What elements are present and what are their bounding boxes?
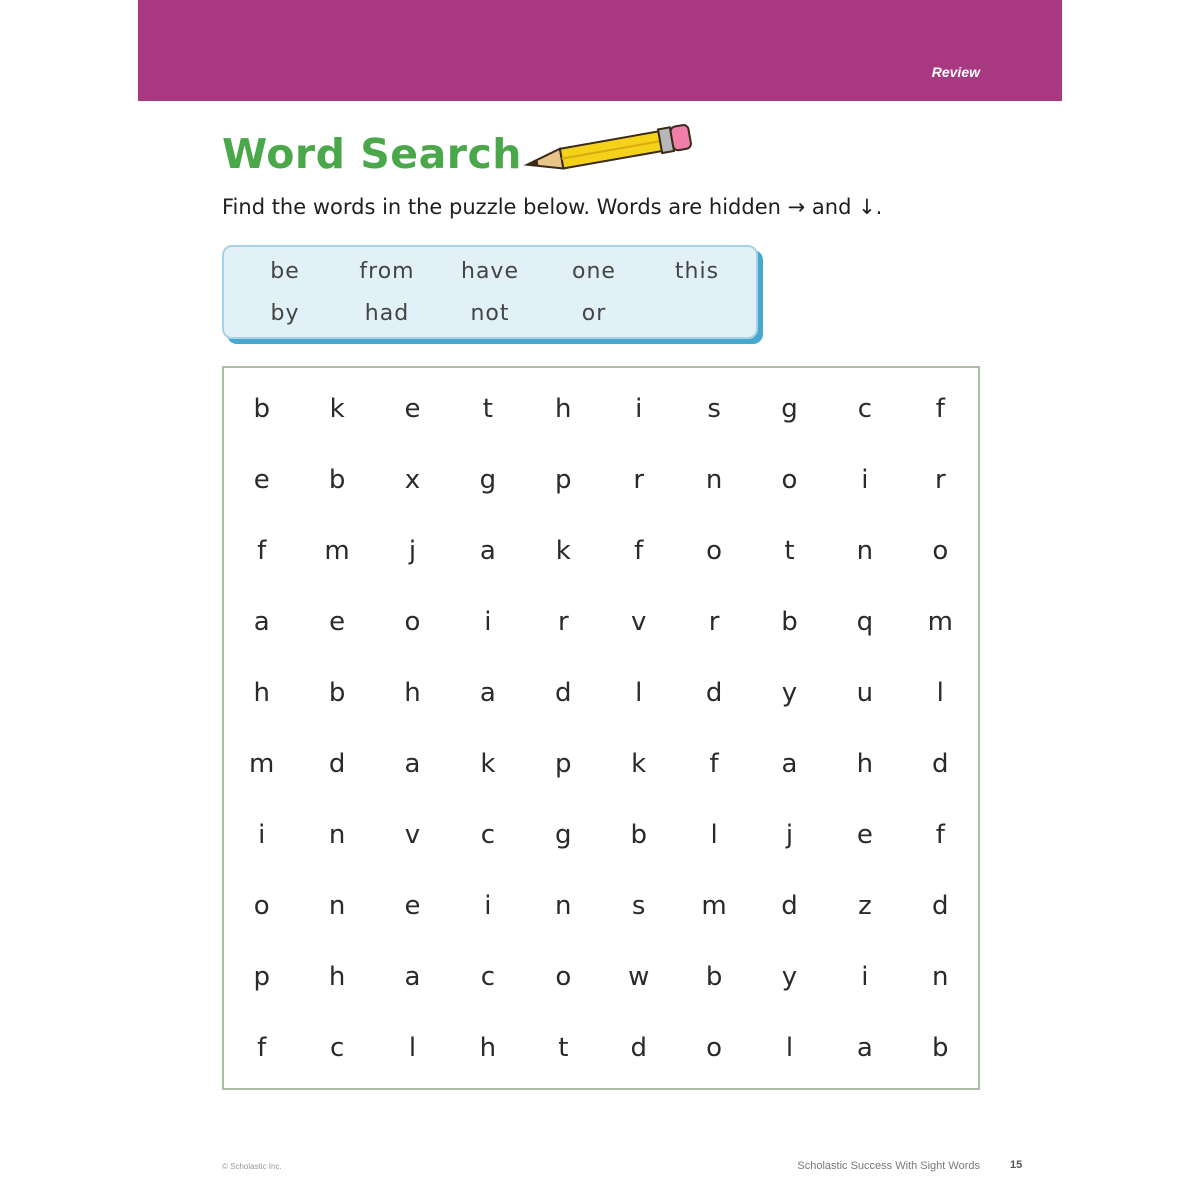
word-bank-word: this — [674, 259, 720, 284]
grid-letter[interactable]: t — [558, 1032, 569, 1063]
grid-letter[interactable]: h — [856, 748, 874, 779]
grid-letter[interactable]: m — [927, 606, 953, 637]
word-bank-word: not — [470, 301, 510, 326]
grid-letter[interactable]: a — [781, 748, 798, 779]
grid-letter[interactable]: a — [479, 677, 496, 708]
grid-letter[interactable]: b — [630, 819, 647, 850]
grid-letter[interactable]: c — [480, 961, 496, 992]
grid-letter[interactable]: n — [856, 535, 874, 566]
grid-letter[interactable]: c — [480, 819, 496, 850]
grid-letter[interactable]: n — [705, 464, 723, 495]
grid-letter[interactable]: k — [480, 748, 496, 779]
grid-letter[interactable]: a — [253, 606, 270, 637]
grid-letter[interactable]: y — [781, 961, 798, 992]
grid-letter[interactable]: l — [710, 819, 718, 850]
grid-letter[interactable]: d — [705, 677, 723, 708]
grid-letter[interactable]: r — [557, 606, 569, 637]
grid-letter[interactable]: f — [935, 819, 945, 850]
grid-letter[interactable]: o — [781, 464, 798, 495]
grid-letter[interactable]: d — [932, 748, 949, 779]
grid-letter[interactable]: f — [709, 748, 719, 779]
word-bank — [222, 245, 758, 339]
grid-letter[interactable]: f — [257, 535, 267, 566]
grid-letter[interactable]: h — [404, 677, 421, 708]
grid-letter[interactable]: a — [404, 961, 421, 992]
grid-letter[interactable]: b — [253, 393, 270, 424]
grid-letter[interactable]: b — [328, 464, 346, 495]
grid-letter[interactable]: t — [784, 535, 795, 566]
grid-letter[interactable]: s — [631, 890, 646, 921]
copyright: © Scholastic Inc. — [222, 1162, 282, 1171]
grid-letter[interactable]: h — [555, 393, 572, 424]
grid-letter[interactable]: p — [555, 464, 572, 495]
grid-letter[interactable]: j — [785, 819, 794, 850]
grid-letter[interactable]: d — [630, 1032, 647, 1063]
grid-letter[interactable]: k — [631, 748, 647, 779]
word-bank-word: had — [364, 301, 410, 326]
grid-letter[interactable]: o — [555, 961, 572, 992]
page-title: Word Search — [222, 130, 522, 178]
grid-letter[interactable]: b — [932, 1032, 949, 1063]
grid-letter[interactable]: v — [631, 606, 647, 637]
grid-letter[interactable]: i — [861, 961, 869, 992]
word-bank-word: one — [572, 259, 616, 284]
grid-letter[interactable]: i — [258, 819, 266, 850]
section-label: Review — [931, 64, 980, 80]
grid-letter[interactable]: q — [856, 606, 874, 637]
grid-letter[interactable]: a — [856, 1032, 873, 1063]
word-bank-word: be — [270, 259, 300, 284]
grid-letter[interactable]: h — [479, 1032, 497, 1063]
grid-letter[interactable]: f — [634, 535, 644, 566]
grid-letter[interactable]: o — [404, 606, 421, 637]
grid-letter[interactable]: d — [932, 890, 949, 921]
grid-letter[interactable]: b — [781, 606, 798, 637]
grid-letter[interactable]: o — [253, 890, 270, 921]
grid-letter[interactable]: a — [479, 535, 496, 566]
grid-letter[interactable]: v — [404, 819, 421, 850]
grid-letter[interactable]: g — [555, 819, 572, 850]
grid-letter[interactable]: r — [708, 606, 720, 637]
grid-letter[interactable]: z — [858, 890, 872, 921]
instructions: Find the words in the puzzle below. Words are hidden → and ↓. — [222, 195, 883, 219]
grid-letter[interactable]: o — [932, 535, 949, 566]
grid-letter[interactable]: h — [328, 961, 346, 992]
grid-letter[interactable]: i — [484, 606, 492, 637]
grid-letter[interactable]: i — [635, 393, 643, 424]
grid-letter[interactable]: f — [935, 393, 945, 424]
word-bank-word: or — [581, 301, 607, 326]
grid-letter[interactable]: n — [555, 890, 572, 921]
page-number: 15 — [1010, 1159, 1023, 1171]
grid-letter[interactable]: c — [329, 1032, 345, 1063]
grid-letter[interactable]: l — [635, 677, 643, 708]
grid-letter[interactable]: c — [857, 393, 873, 424]
grid-letter[interactable]: d — [555, 677, 572, 708]
grid-letter[interactable]: a — [404, 748, 421, 779]
grid-letter[interactable]: s — [707, 393, 721, 424]
grid-letter[interactable]: e — [404, 890, 421, 921]
grid-letter[interactable]: m — [324, 535, 350, 566]
grid-letter[interactable]: t — [482, 393, 493, 424]
grid-letter[interactable]: y — [781, 677, 798, 708]
grid-letter[interactable]: x — [404, 464, 421, 495]
grid-letter[interactable]: e — [856, 819, 873, 850]
grid-letter[interactable]: p — [555, 748, 572, 779]
grid-letter[interactable]: e — [253, 464, 270, 495]
grid-letter[interactable]: g — [479, 464, 497, 495]
grid-letter[interactable]: p — [253, 961, 270, 992]
grid-letter[interactable]: b — [705, 961, 723, 992]
grid-letter[interactable]: n — [328, 819, 346, 850]
grid-letter[interactable]: o — [706, 535, 723, 566]
grid-letter[interactable]: m — [701, 890, 727, 921]
grid-letter[interactable]: j — [408, 535, 417, 566]
grid-letter[interactable]: n — [932, 961, 949, 992]
grid-letter[interactable]: r — [633, 464, 645, 495]
grid-letter[interactable]: d — [328, 748, 346, 779]
grid-letter[interactable]: d — [781, 890, 798, 921]
grid-letter[interactable]: m — [249, 748, 275, 779]
grid-letter[interactable]: k — [329, 393, 345, 424]
grid-letter[interactable]: u — [856, 677, 874, 708]
header-band — [138, 0, 1062, 101]
book-title: Scholastic Success With Sight Words — [797, 1160, 980, 1172]
grid-letter[interactable]: b — [328, 677, 346, 708]
grid-letter[interactable]: o — [706, 1032, 723, 1063]
grid-letter[interactable]: l — [408, 1032, 417, 1063]
grid-letter[interactable]: i — [861, 464, 869, 495]
grid-letter[interactable]: n — [328, 890, 346, 921]
grid-letter[interactable]: w — [628, 961, 650, 992]
word-bank-word: by — [270, 301, 300, 326]
pencil-icon — [520, 120, 700, 170]
grid-letter[interactable]: h — [253, 677, 270, 708]
grid-letter[interactable]: g — [781, 393, 798, 424]
grid-letter[interactable]: l — [785, 1032, 794, 1063]
grid-letter[interactable]: e — [404, 393, 421, 424]
grid-letter[interactable]: l — [936, 677, 944, 708]
grid-letter[interactable]: r — [934, 464, 946, 495]
word-bank-word: have — [461, 259, 519, 284]
grid-letter[interactable]: f — [257, 1032, 267, 1063]
word-bank-word: from — [359, 259, 415, 284]
grid-letter[interactable]: k — [555, 535, 571, 566]
word-search-grid — [222, 366, 980, 1090]
grid-letter[interactable]: e — [329, 606, 346, 637]
grid-letter[interactable]: i — [484, 890, 492, 921]
